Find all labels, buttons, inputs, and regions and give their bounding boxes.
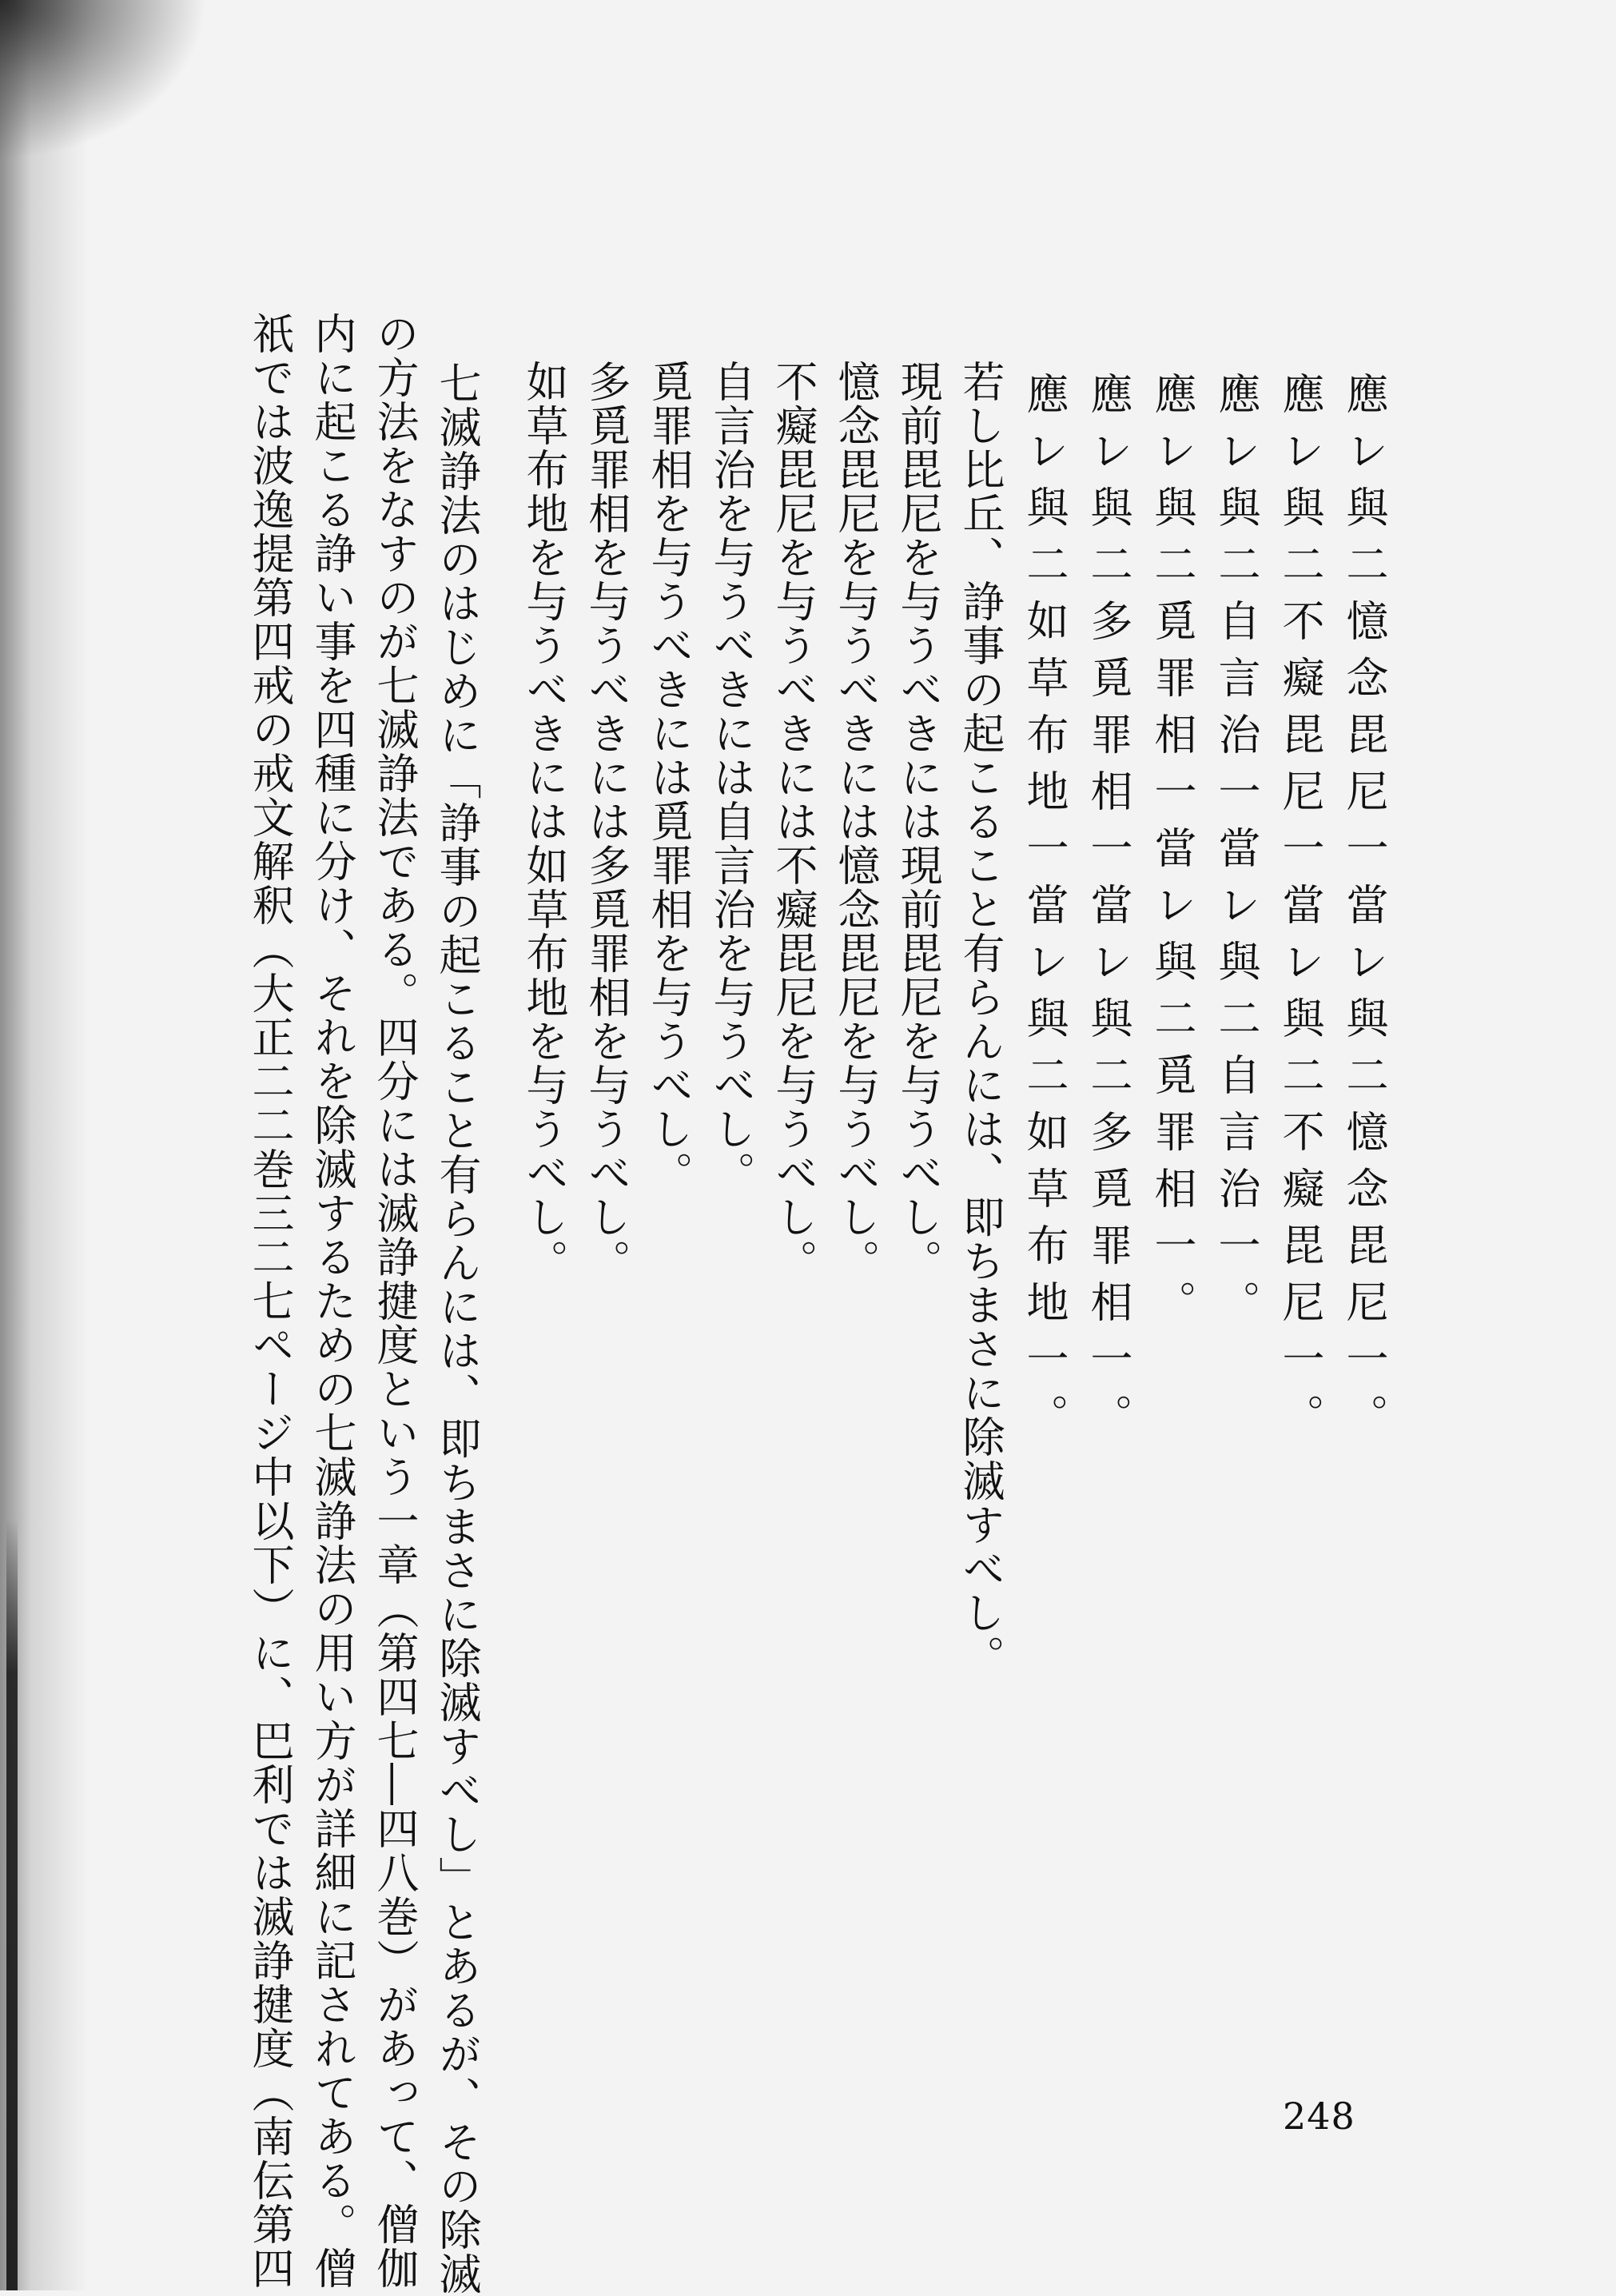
translation-column-8: 如草布地を与うべきには如草布地を与うべし。: [519, 360, 568, 1283]
translation-column-2: 現前毘尼を与うべきには現前毘尼を与うべし。: [894, 360, 942, 1283]
verse-column-1: 應レ與二憶念毘尼一當レ與二憶念毘尼一。: [1339, 372, 1388, 1450]
translation-column-6: 覓罪相を与うべきには覓罪相を与うべし。: [644, 360, 693, 1195]
commentary-column-4: 祇では波逸提第四戒の戒文解釈（大正二二巻三二七ページ中以下）に、巴利では滅諍揵度（南伝第四: [245, 312, 294, 2290]
verse-column-6: 應レ與二如草布地一當レ與二如草布地一。: [1020, 372, 1069, 1450]
translation-column-7: 多覓罪相を与うべきには多覓罪相を与うべし。: [582, 360, 631, 1283]
verse-column-4: 應レ與二覓罪相一當レ與二覓罪相一。: [1148, 372, 1196, 1337]
verse-column-2: 應レ與二不癡毘尼一當レ與二不癡毘尼一。: [1276, 372, 1324, 1450]
translation-column-5: 自言治を与うべきには自言治を与うべし。: [707, 360, 755, 1195]
translation-column-1: 若し比丘、諍事の起こること有らんには、即ちまさに除滅すべし。: [956, 360, 1005, 1679]
scan-shadow-stripe: [6, 1519, 18, 2290]
scan-shadow-corner: [0, 0, 208, 160]
commentary-column-3: 内に起こる諍い事を四種に分け、それを除滅するための七滅諍法の用い方が詳細に記されてある。僧: [308, 312, 356, 2290]
commentary-column-1: 七滅諍法のはじめに「諍事の起こること有らんには、即ちまさに除滅すべし」とあるが、その除滅: [432, 361, 481, 2296]
translation-column-3: 憶念毘尼を与うべきには憶念毘尼を与うべし。: [831, 360, 880, 1283]
page-number: 248: [1283, 2095, 1355, 2138]
verse-column-3: 應レ與二自言治一當レ與二自言治一。: [1212, 372, 1260, 1337]
verse-column-5: 應レ與二多覓罪相一當レ與二多覓罪相一。: [1084, 372, 1132, 1450]
translation-column-4: 不癡毘尼を与うべきには不癡毘尼を与うべし。: [769, 360, 818, 1283]
commentary-column-2: の方法をなすのが七滅諍法である。四分には滅諍揵度という一章（第四七―四八巻）があって、僧伽: [370, 312, 419, 2290]
